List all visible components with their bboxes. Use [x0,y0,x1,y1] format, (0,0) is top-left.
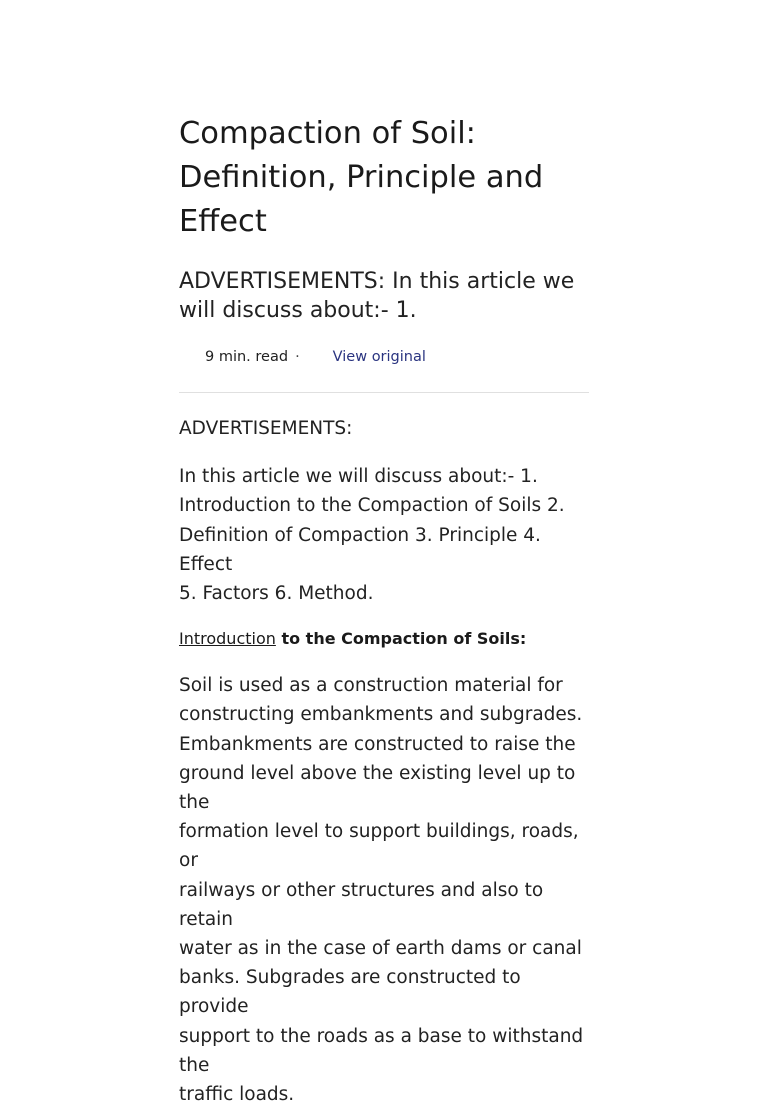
meta-separator: · [295,349,300,365]
paragraph-body-line-8: banks. Subgrades are constructed to provide [179,967,521,1018]
paragraph-intro-line-1: In this article we will discuss about:- 1. [179,466,538,488]
article-title [179,112,589,244]
paragraph-intro-line-3: Definition of Compaction 3. Principle 4. Effect [179,524,541,575]
read-time: 9 min. read [205,349,289,365]
paragraph-body-line-10: traffic loads. [179,1084,295,1106]
paragraph-intro-line-4: 5. Factors 6. Method. [179,583,374,605]
paragraph-body-line-4: ground level above the existing level up to the [179,762,576,814]
article-subtitle-line-2: will discuss about:- 1. [179,298,417,323]
introduction-link[interactable]: Introduction [179,629,276,649]
paragraph-body-line-9: support to the roads as a base to withstand the [179,1025,584,1076]
paragraph-body-line-7: water as in the case of earth dams or canal [179,938,582,960]
article-title-line-2: Definition, Principle and [179,160,544,195]
view-original-link[interactable]: View original [332,349,426,365]
paragraph-advertisements: ADVERTISEMENTS: [179,418,353,439]
article-title-line-3: Effect [179,204,267,239]
paragraph-body-line-5: formation level to support buildings, roads, or [179,821,579,872]
paragraph-body-line-6: railways or other structures and also to retain [179,879,544,930]
section-heading-text: to the Compaction of Soils: [275,629,527,649]
article-subtitle-line-1: ADVERTISEMENTS: In this article we [179,269,575,294]
article-meta [179,344,589,370]
paragraph-body-line-3: Embankments are constructed to raise the [179,733,576,755]
article [179,112,589,1109]
paragraph-body-line-1: Soil is used as a construction material for [179,675,563,697]
paragraph-body [179,671,589,1109]
paragraph-intro-line-2: Introduction to the Compaction of Soils 2. [179,495,565,517]
paragraph-intro [179,462,589,608]
article-subtitle [179,267,589,325]
paragraph-body-line-2: constructing embankments and subgrades. [179,704,583,726]
divider [179,392,589,393]
article-title-line-1: Compaction of Soil: [179,116,476,151]
section-heading [179,628,589,650]
